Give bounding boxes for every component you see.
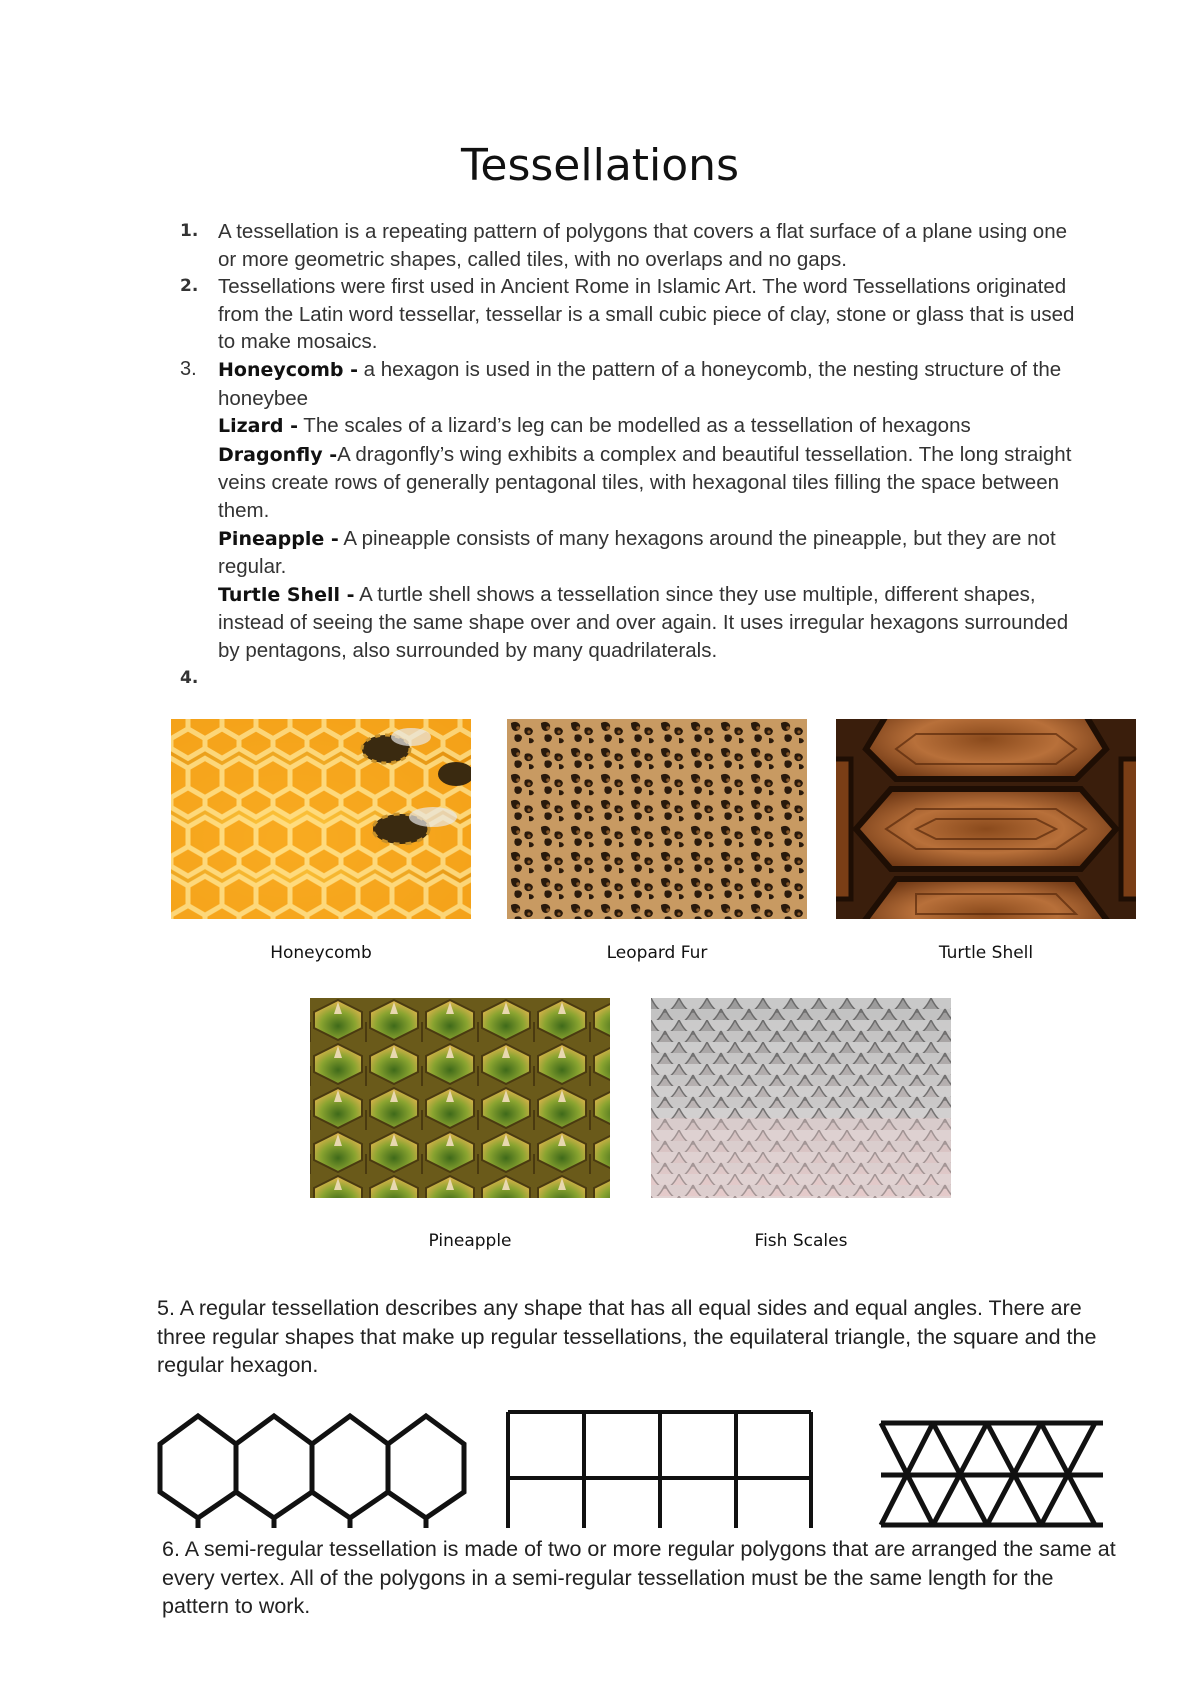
list-item-2	[180, 273, 1078, 356]
example-dragonfly	[218, 441, 1078, 525]
list-item-text: A tessellation is a repeating pattern of polygons that covers a flat surface of a plane using one or more geometric shapes, called tiles, with no overlaps and no gaps.	[218, 220, 1068, 271]
square-tessellation-diagram	[506, 1410, 816, 1528]
photo-caption: Turtle Shell	[938, 943, 1034, 963]
example-term: Honeycomb -	[218, 358, 358, 381]
example-text: A turtle shell shows a tessellation since they use multiple, different shapes, instead of seeing the same shape over and over again. It uses irregular hexagons surrounded by pentagons, also surrounded by many quadrilaterals.	[218, 582, 1069, 662]
paragraph-semi-regular-tessellation: 6. A semi-regular tessellation is made of two or more regular polygons that are arranged the same at every vertex. All of the polygons in a semi-regular tessellation must be the same length for the pattern to work.	[162, 1537, 1116, 1618]
leopard-fur-photo	[507, 719, 807, 919]
example-text: A dragonfly’s wing exhibits a complex and beautiful tessellation. The long straight veins create rows of generally pentagonal tiles, with hexagonal tiles filling the space between them.	[218, 442, 1072, 522]
list-number: 4.	[180, 667, 199, 688]
paragraph-regular-tessellation: 5. A regular tessellation describes any shape that has all equal sides and equal angles. There are three regular shapes that make up regular tessellations, the equilateral triangle, the square and the regular hexagon.	[157, 1296, 1097, 1377]
example-lizard	[218, 412, 1078, 441]
photo-caption: Fish Scales	[754, 1231, 848, 1251]
example-term: Turtle Shell -	[218, 583, 355, 606]
example-turtle-shell	[218, 581, 1078, 665]
list-number: 2.	[180, 276, 199, 297]
example-term: Lizard -	[218, 415, 298, 438]
photo-caption: Leopard Fur	[606, 943, 708, 963]
example-pineapple	[218, 525, 1078, 581]
example-text: The scales of a lizard’s leg can be modelled as a tessellation of hexagons	[297, 414, 971, 438]
fish-scales-photo	[651, 998, 951, 1198]
hexagon-tessellation-diagram	[156, 1408, 476, 1528]
example-term: Pineapple -	[218, 527, 339, 550]
example-term: Dragonfly -	[218, 443, 338, 466]
photo-caption: Honeycomb	[270, 943, 372, 963]
triangle-tessellation-diagram	[878, 1420, 1108, 1528]
example-text: A pineapple consists of many hexagons around the pineapple, but they are not regular.	[218, 526, 1056, 579]
example-text: a hexagon is used in the pattern of a honeycomb, the nesting structure of the honeybee	[218, 357, 1062, 410]
honeycomb-photo	[171, 719, 471, 919]
example-honeycomb	[218, 356, 1078, 412]
turtle-shell-photo	[836, 719, 1136, 919]
list-item-4	[180, 665, 1078, 693]
photo-caption: Pineapple	[428, 1231, 512, 1251]
page-title: Tessellations	[460, 140, 739, 191]
pineapple-photo	[310, 998, 610, 1198]
list-item-1	[180, 218, 1078, 273]
list-number: 3.	[180, 357, 197, 380]
list-item-text: Tessellations were first used in Ancient Rome in Islamic Art. The word Tessellations originated from the Latin word tessellar, tessellar is a small cubic piece of clay, stone or glass that is used to make mosaics.	[218, 275, 1075, 354]
numbered-list	[180, 218, 1078, 692]
list-item-3	[180, 356, 1078, 665]
list-number: 1.	[180, 221, 199, 241]
